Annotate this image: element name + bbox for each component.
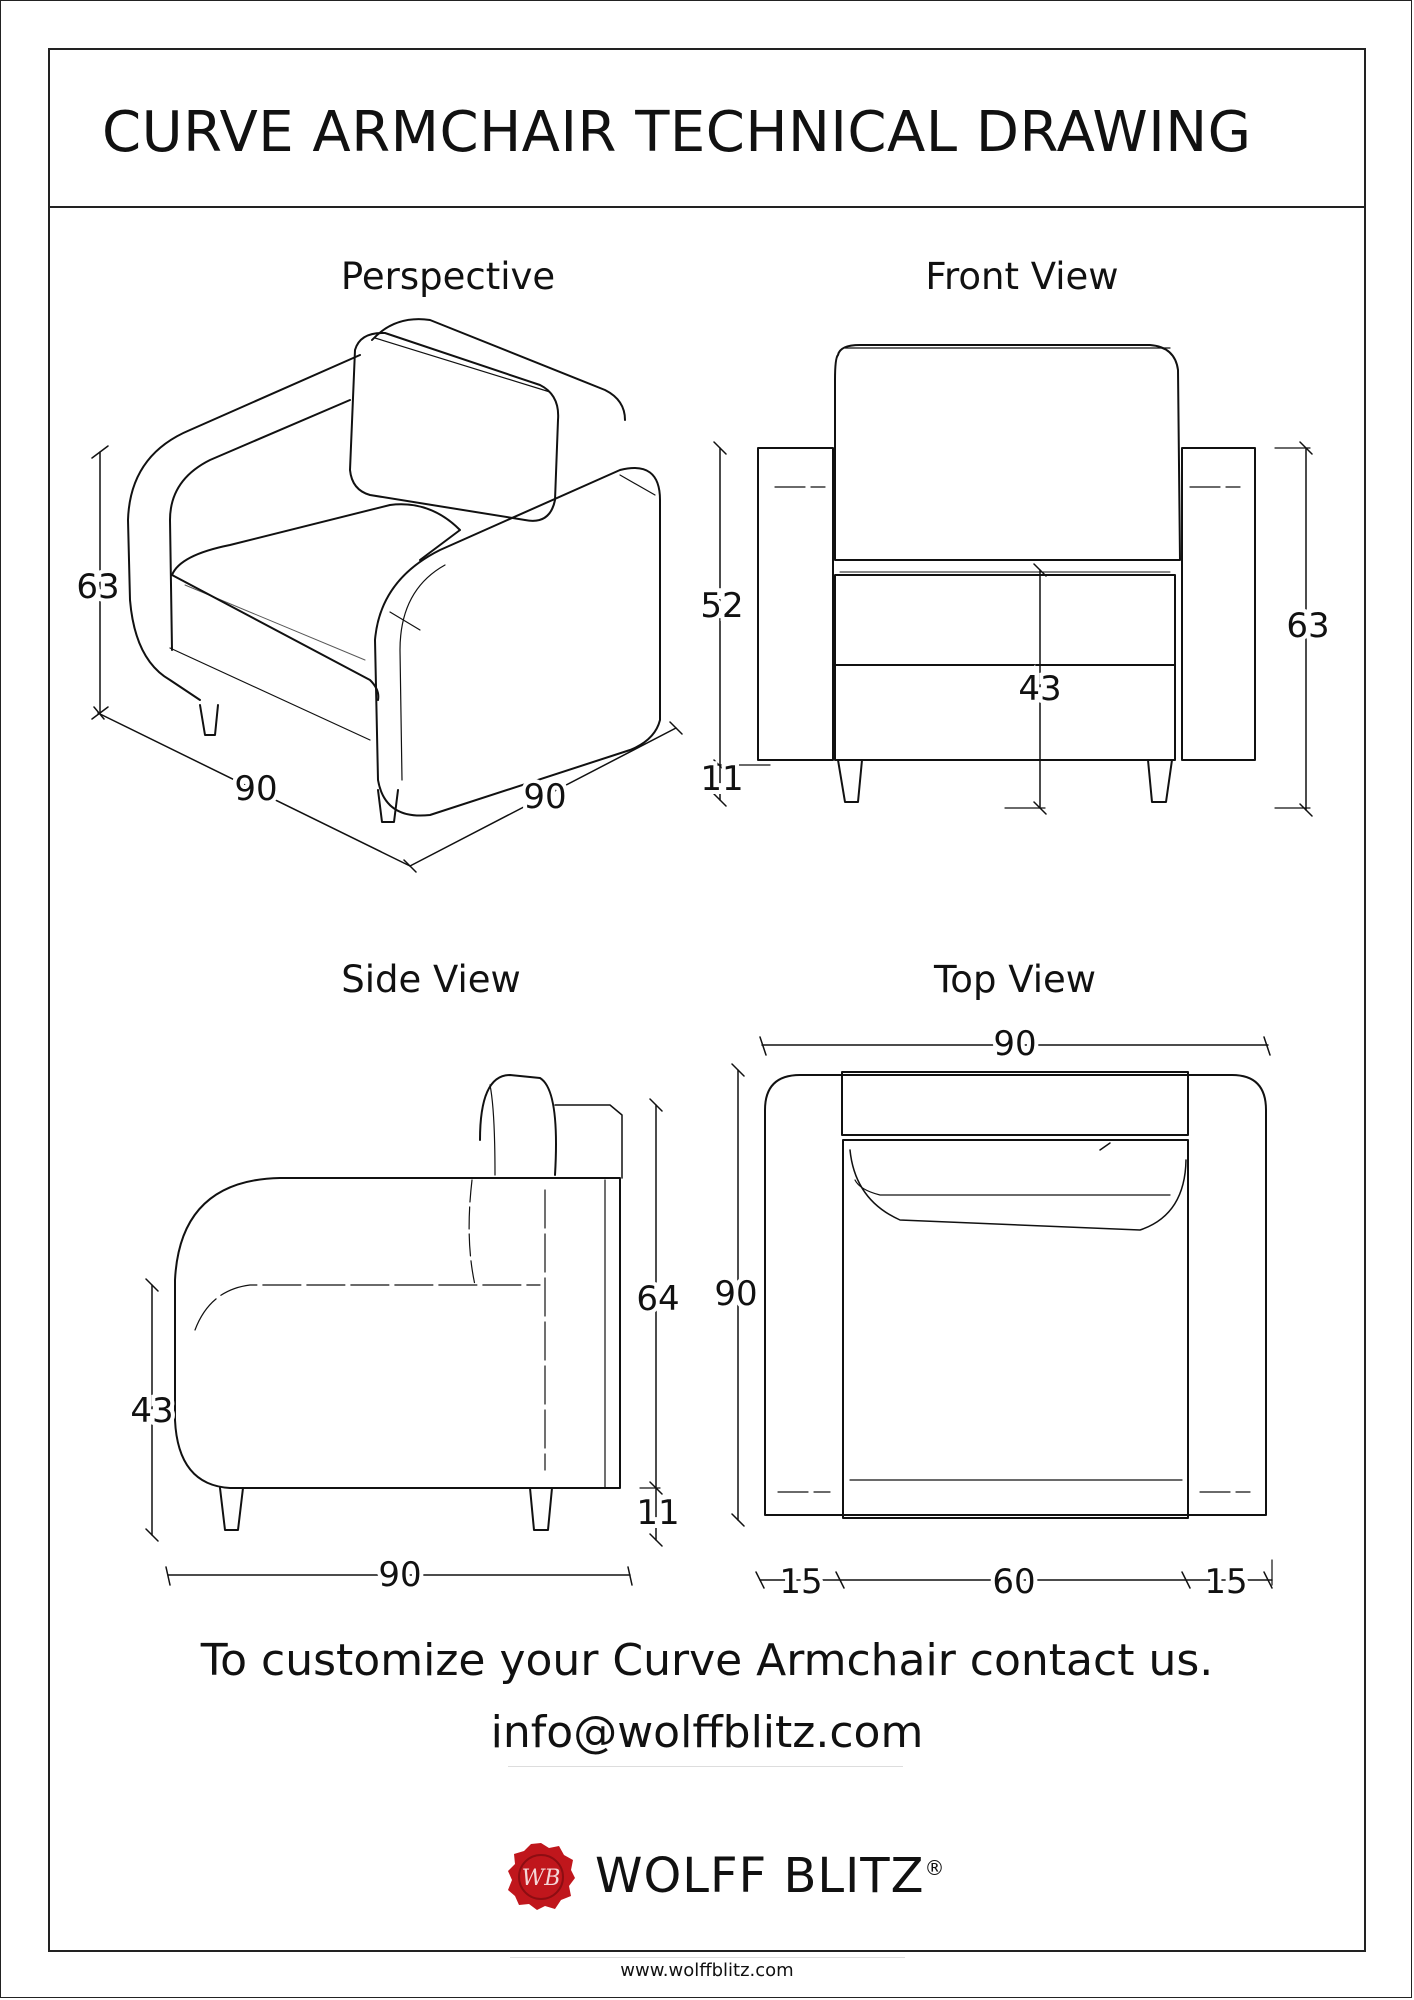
- brand-lockup: [505, 1836, 946, 1916]
- email-underline: [508, 1766, 903, 1767]
- front-total-height-dim: 63: [1286, 606, 1330, 646]
- side-leg-height-dim: 11: [636, 1493, 680, 1533]
- brand-name-text: WOLFF BLITZ: [595, 1848, 925, 1904]
- page-title: CURVE ARMCHAIR TECHNICAL DRAWING: [102, 100, 1252, 165]
- customize-message: To customize your Curve Armchair contact us.: [200, 1635, 1214, 1686]
- footer-rule: [510, 1957, 905, 1958]
- top-view-label: Top View: [933, 958, 1097, 1001]
- side-arm-height-dim: 43: [130, 1391, 174, 1431]
- top-depth-dim: 90: [714, 1274, 758, 1314]
- perspective-height-dim: 63: [76, 567, 120, 607]
- contact-email[interactable]: info@wolffblitz.com: [490, 1707, 924, 1758]
- registered-mark: ®: [924, 1856, 946, 1880]
- top-seat-width-dim: 60: [992, 1562, 1036, 1602]
- front-leg-height-dim: 11: [700, 759, 744, 799]
- top-width-dim: 90: [993, 1024, 1037, 1064]
- side-view-chair: [146, 1075, 662, 1585]
- top-view-chair: [732, 1037, 1272, 1588]
- side-depth-dim: 90: [378, 1555, 422, 1595]
- front-view-chair: [708, 345, 1312, 816]
- wax-seal-logo-icon: [505, 1840, 577, 1912]
- top-arm-left-dim: 15: [779, 1562, 823, 1602]
- front-back-height-dim: 52: [700, 586, 744, 626]
- logo-letters: WB: [521, 1866, 561, 1891]
- perspective-width-dim: 90: [234, 769, 278, 809]
- side-total-height-dim: 64: [636, 1279, 680, 1319]
- front-seat-height-dim: 43: [1018, 669, 1062, 709]
- perspective-chair: [92, 319, 682, 872]
- brand-name: [595, 1848, 946, 1904]
- side-view-label: Side View: [341, 958, 521, 1001]
- footer-website[interactable]: www.wolffblitz.com: [620, 1960, 794, 1981]
- top-arm-right-dim: 15: [1204, 1562, 1248, 1602]
- front-view-label: Front View: [925, 255, 1119, 298]
- perspective-depth-dim: 90: [523, 777, 567, 817]
- perspective-label: Perspective: [340, 255, 556, 298]
